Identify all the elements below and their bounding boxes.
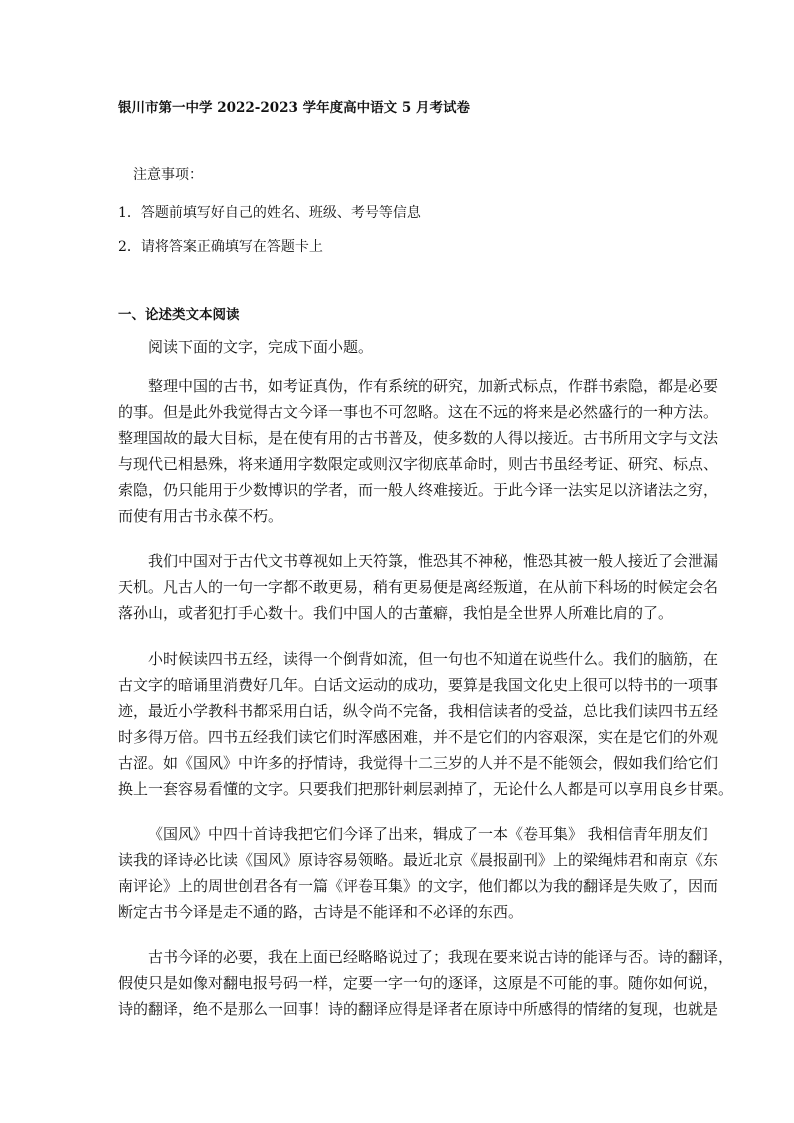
paragraph-line: 迹，最近小学教科书都采用白话，纵令尚不完备，我相信读者的受益，总比我们读四书五经 bbox=[118, 702, 719, 720]
reading-instruction bbox=[118, 334, 680, 360]
passage-paragraph bbox=[118, 373, 719, 529]
paragraph-line: 换上一套容易看懂的文字。只要我们把那针刺层剥掉了，无论什么人都是可以享用良乡甘栗。 bbox=[118, 780, 734, 798]
paragraph-line: 天机。凡古人的一句一字都不敢更易，稍有更易便是离经叛道，在从前下科场的时候定会名 bbox=[118, 578, 719, 596]
paragraph-line: 古书今译的必要，我在上面已经略略说过了；我现在要来说古诗的能译与否。诗的翻译， bbox=[148, 948, 734, 966]
instruction-line: 阅读下面的文字，完成下面小题。 bbox=[148, 338, 374, 356]
paragraph-line: 整理国故的最大目标，是在使有用的古书普及，使多数的人得以接近。古书所用文字与文法 bbox=[118, 429, 719, 447]
paragraph-line: 的事。但是此外我觉得古文今译一事也不可忽略。这在不远的将来是必然盛行的一种方法。 bbox=[118, 403, 719, 421]
passage-paragraph bbox=[118, 821, 719, 925]
paragraph-line: 假使只是如像对翻电报号码一样，定要一字一句的逐译，这原是不可能的事。随你如何说， bbox=[118, 974, 719, 992]
paragraph-line: 古涩。如《国风》中许多的抒情诗，我觉得十二三岁的人并不是不能领会，假如我们给它们 bbox=[118, 754, 719, 772]
paragraph-line: 《国风》中四十首诗我把它们今译了出来，辑成了一本《卷耳集》 我相信青年朋友们 bbox=[148, 825, 708, 843]
paragraph-line: 索隐，仍只能用于少数博识的学者，而一般人终难接近。于此今译一法实足以济诸法之穷， bbox=[118, 481, 719, 499]
notice-item: 2．请将答案正确填写在答题卡上 bbox=[118, 239, 323, 255]
notice-heading: 注意事项： bbox=[133, 167, 203, 183]
paragraph-line: 断定古书今译是走不通的路，古诗是不能译和不必译的东西。 bbox=[118, 903, 524, 921]
notice-item: 1．答题前填写好自己的姓名、班级、考号等信息 bbox=[118, 205, 421, 221]
exam-title: 银川市第一中学 2022-2023 学年度高中语文 5 月考试卷 bbox=[118, 100, 470, 116]
paragraph-line: 落孙山，或者犯打手心数十。我们中国人的古董癖，我怕是全世界人所难比肩的了。 bbox=[118, 604, 674, 622]
paragraph-line: 南评论》上的周世创君各有一篇《评卷耳集》的文字，他们都以为我的翻译是失败了，因而 bbox=[118, 877, 719, 895]
paragraph-line: 小时候读四书五经，读得一个倒背如流，但一句也不知道在说些什么。我们的脑筋，在 bbox=[148, 650, 719, 668]
paragraph-line: 而使有用古书永葆不朽。 bbox=[118, 507, 284, 525]
passage-paragraph bbox=[118, 646, 734, 802]
section-heading: 一、论述类文本阅读 bbox=[118, 307, 240, 323]
paragraph-line: 古文字的暗诵里消费好几年。白话文运动的成功，要算是我国文化史上很可以特书的一项事 bbox=[118, 676, 719, 694]
paragraph-line: 读我的译诗必比读《国风》原诗容易领略。最近北京《晨报副刊》上的梁绳炜君和南京《东 bbox=[118, 851, 719, 869]
paragraph-line: 诗的翻译，绝不是那么一回事！诗的翻译应得是译者在原诗中所感得的情绪的复现，也就是 bbox=[118, 1000, 719, 1018]
paragraph-line: 我们中国对于古代文书尊视如上天符箓，惟恐其不神秘，惟恐其被一般人接近了会泄漏 bbox=[148, 552, 719, 570]
paragraph-line: 整理中国的古书，如考证真伪，作有系统的研究，加新式标点，作群书索隐，都是必要 bbox=[148, 377, 719, 395]
passage-paragraph bbox=[118, 548, 719, 626]
paragraph-line: 与现代已相悬殊，将来通用字数限定或则汉字彻底革命时，则古书虽经考证、研究、标点、 bbox=[118, 455, 719, 473]
paragraph-line: 时多得万倍。四书五经我们读它们时浑感困难，并不是它们的内容艰深，实在是它们的外观 bbox=[118, 728, 719, 746]
passage-paragraph bbox=[118, 944, 734, 1022]
